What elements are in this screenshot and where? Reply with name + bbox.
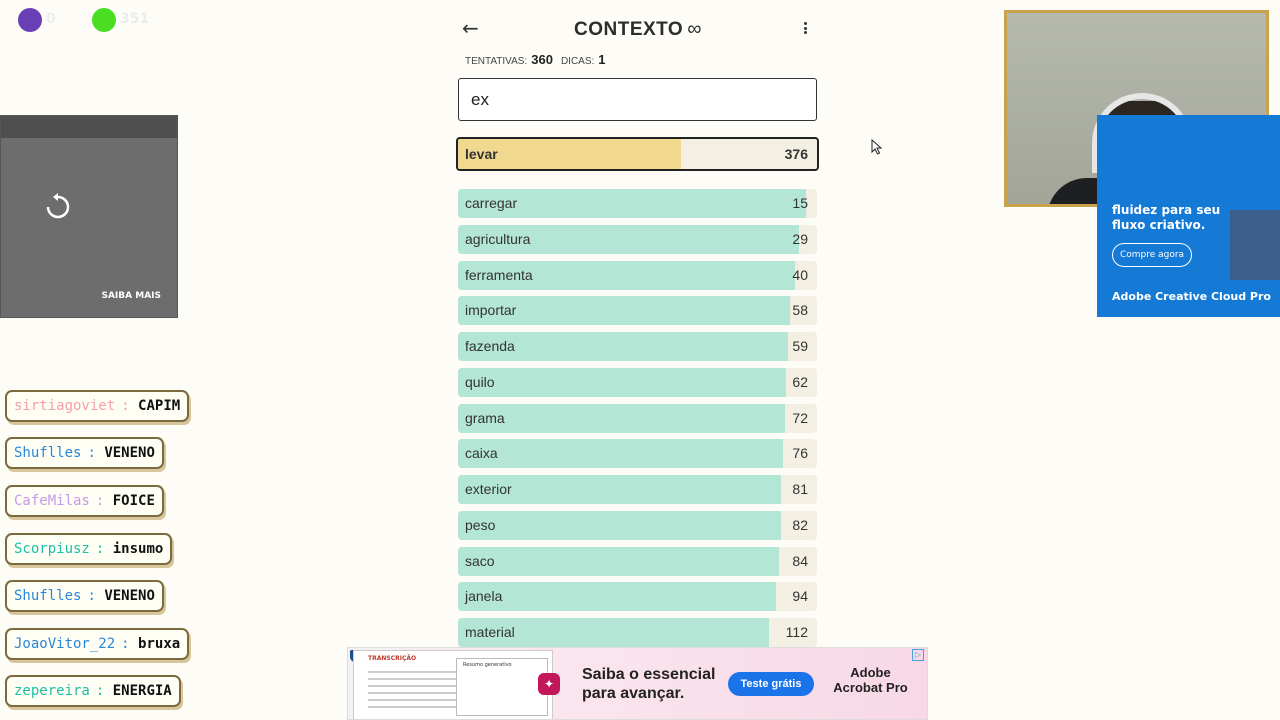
hints-value: 1 — [598, 52, 606, 67]
chat-message — [5, 628, 189, 660]
guess-similarity-bar — [458, 582, 776, 611]
chat-separator: : — [121, 636, 130, 652]
right-side-ad[interactable] — [1097, 115, 1280, 317]
guess-word: grama — [465, 409, 505, 426]
chat-username: Shuflles — [14, 588, 82, 604]
chat-username: Shuflles — [14, 445, 82, 461]
right-ad-headline — [1112, 203, 1220, 233]
guess-row — [458, 582, 817, 611]
last-guess-row — [456, 137, 819, 171]
guess-rank: 40 — [792, 266, 808, 283]
guess-rank: 82 — [792, 516, 808, 533]
chat-text: VENENO — [104, 445, 155, 461]
chat-message — [5, 533, 172, 565]
guess-word: janela — [465, 588, 503, 605]
chat-username: JoaoVitor_22 — [14, 636, 116, 652]
chat-username: CafeMilas — [14, 493, 90, 509]
attempts-value: 360 — [531, 52, 553, 67]
bottom-banner-ad[interactable] — [347, 647, 928, 720]
chat-message — [5, 485, 164, 517]
guess-word: importar — [465, 302, 517, 319]
infinity-icon: ∞ — [687, 18, 702, 40]
chat-text: bruxa — [138, 636, 181, 652]
bottom-ad-brand-line1: Adobe — [850, 665, 891, 680]
guess-rank: 112 — [785, 624, 808, 640]
chat-message — [5, 437, 164, 469]
guess-word: fazenda — [465, 338, 515, 354]
last-guess-word: levar — [465, 146, 498, 162]
chat-separator: : — [121, 398, 130, 414]
video-topbar — [1, 116, 177, 138]
bottom-ad-brand-line2: Acrobat Pro — [833, 680, 908, 695]
guess-similarity-bar — [458, 439, 783, 468]
chat-message — [5, 580, 164, 612]
guess-row — [458, 296, 817, 325]
guess-row — [458, 189, 817, 218]
guess-input[interactable] — [458, 78, 817, 121]
guess-rank: 72 — [792, 409, 808, 426]
chat-separator: : — [95, 541, 105, 557]
guess-word: quilo — [465, 373, 495, 390]
guess-rank: 94 — [792, 588, 808, 605]
guess-word: caixa — [465, 445, 498, 462]
bottom-ad-headline-line1: Saiba o essencial — [582, 666, 716, 683]
guess-row — [458, 511, 817, 540]
chat-message — [5, 390, 189, 422]
chat-text: insumo — [112, 541, 164, 557]
green-indicator — [92, 8, 150, 32]
guess-word: exterior — [465, 481, 512, 497]
guess-rank: 76 — [792, 445, 808, 462]
hints-label: DICAS: — [560, 56, 595, 67]
game-stats — [465, 52, 614, 67]
guess-word: agricultura — [465, 230, 531, 247]
guess-row — [458, 439, 817, 468]
right-ad-headline-line2: fluxo criativo. — [1112, 218, 1206, 232]
guess-row — [458, 261, 817, 290]
adchoices-icon[interactable]: ▷ — [912, 649, 924, 661]
guess-row — [458, 225, 817, 254]
chat-separator: : — [95, 683, 105, 699]
bottom-ad-headline-line2: para avançar. — [582, 685, 685, 702]
game-header — [456, 0, 820, 58]
purple-indicator-label: 0 — [46, 11, 56, 27]
guess-word: carregar — [465, 195, 518, 211]
replay-icon[interactable] — [43, 192, 73, 222]
guess-row — [458, 332, 817, 361]
game-title-text: CONTEXTO — [574, 19, 684, 40]
guess-rank: 81 — [792, 481, 808, 497]
purple-indicator — [18, 8, 56, 32]
bottom-ad-brand — [828, 665, 913, 695]
last-guess-rank: 376 — [784, 146, 808, 162]
ad-photo — [1230, 210, 1280, 280]
guess-rank: 29 — [792, 230, 808, 247]
guess-word: material — [465, 624, 515, 640]
chat-message — [5, 675, 181, 707]
ad-summary-panel — [456, 658, 548, 716]
game-title — [456, 18, 820, 41]
chat-text: VENENO — [104, 588, 155, 604]
chat-text: ENERGIA — [112, 683, 172, 699]
attempts-label: TENTATIVAS: — [465, 56, 528, 67]
guess-word: ferramenta — [465, 266, 533, 283]
ad-summary-title: Resumo generativo — [463, 662, 512, 668]
guess-row — [458, 404, 817, 433]
left-video-ad[interactable] — [0, 115, 178, 318]
guess-similarity-bar — [458, 404, 785, 433]
ad-document-title: TRANSCRIÇÃO — [368, 655, 417, 662]
guess-row — [458, 475, 817, 504]
guess-row — [458, 547, 817, 576]
chat-username: zepereira — [14, 683, 90, 699]
contexto-game — [456, 0, 820, 67]
ai-sparkle-icon: ✦ — [538, 673, 560, 695]
guess-similarity-bar — [458, 511, 781, 540]
guess-rank: 58 — [792, 302, 808, 319]
green-indicator-label: 351 — [120, 11, 150, 27]
chat-text: CAPIM — [138, 398, 181, 414]
chat-text: FOICE — [112, 493, 155, 509]
mouse-cursor-icon — [871, 139, 883, 155]
guess-word: saco — [465, 552, 495, 569]
chat-username: Scorpiusz — [14, 541, 90, 557]
guess-row — [458, 618, 817, 647]
bottom-ad-headline — [582, 665, 715, 703]
top-indicators — [18, 8, 150, 32]
guess-similarity-bar — [458, 368, 786, 397]
guess-similarity-bar — [458, 547, 779, 576]
chat-separator: : — [95, 493, 105, 509]
right-ad-brand: Adobe Creative Cloud Pro — [1112, 290, 1271, 303]
guess-rank: 84 — [792, 552, 808, 569]
chat-separator: : — [87, 588, 96, 604]
right-ad-headline-line1: fluidez para seu — [1112, 203, 1221, 217]
buy-now-button[interactable]: Compre agora — [1112, 243, 1192, 267]
guess-rank: 59 — [792, 338, 808, 354]
free-trial-button[interactable]: Teste grátis — [728, 672, 814, 696]
chat-username: sirtiagoviet — [14, 398, 116, 414]
back-arrow-icon[interactable]: ← — [462, 16, 479, 40]
learn-more-link[interactable]: SAIBA MAIS — [101, 291, 161, 301]
chat-separator: : — [87, 445, 96, 461]
guess-rank: 15 — [792, 195, 808, 211]
guess-rank: 62 — [792, 373, 808, 390]
kebab-menu-icon[interactable] — [800, 18, 810, 38]
guess-row — [458, 368, 817, 397]
guess-word: peso — [465, 516, 496, 533]
